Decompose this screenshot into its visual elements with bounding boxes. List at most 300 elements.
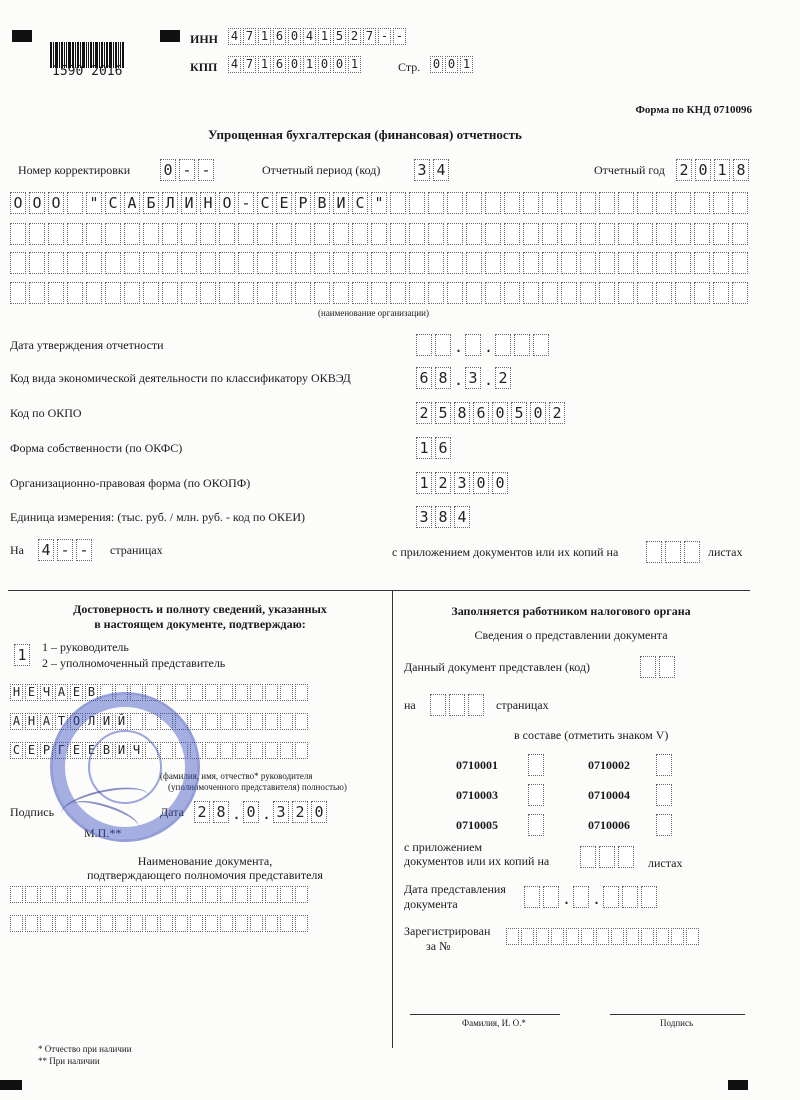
- input-cell[interactable]: 8: [435, 506, 451, 528]
- input-cell[interactable]: И: [100, 713, 113, 730]
- input-cell[interactable]: [10, 915, 23, 932]
- input-cell[interactable]: [533, 334, 549, 356]
- input-cell[interactable]: [86, 252, 102, 274]
- input-cell[interactable]: [732, 252, 748, 274]
- input-cell[interactable]: [70, 915, 83, 932]
- input-cell[interactable]: [100, 915, 113, 932]
- input-cell[interactable]: [40, 886, 53, 903]
- input-cell[interactable]: Е: [25, 684, 38, 701]
- input-cell[interactable]: [409, 282, 425, 304]
- input-cell[interactable]: [495, 334, 511, 356]
- checkbox-0710002[interactable]: [656, 754, 675, 776]
- input-cell[interactable]: [646, 541, 662, 563]
- input-cell[interactable]: И: [181, 192, 197, 214]
- input-cell[interactable]: -: [393, 28, 406, 45]
- input-cell[interactable]: 2: [676, 159, 692, 181]
- input-cell[interactable]: 0: [288, 28, 301, 45]
- input-cell[interactable]: [641, 886, 657, 908]
- input-cell[interactable]: [352, 223, 368, 245]
- input-cell[interactable]: [409, 223, 425, 245]
- period-cells[interactable]: [414, 159, 452, 181]
- input-cell[interactable]: -: [238, 192, 254, 214]
- input-cell[interactable]: [333, 282, 349, 304]
- input-cell[interactable]: 0: [318, 56, 331, 73]
- input-cell[interactable]: [618, 846, 634, 868]
- input-cell[interactable]: [295, 684, 308, 701]
- input-cell[interactable]: [190, 684, 203, 701]
- input-cell[interactable]: 8: [454, 402, 470, 424]
- input-cell[interactable]: Й: [115, 713, 128, 730]
- input-cell[interactable]: [561, 192, 577, 214]
- attachments-cells[interactable]: [646, 541, 703, 563]
- input-cell[interactable]: 5: [511, 402, 527, 424]
- input-cell[interactable]: 7: [363, 28, 376, 45]
- input-cell[interactable]: [200, 252, 216, 274]
- input-cell[interactable]: [599, 192, 615, 214]
- input-cell[interactable]: [86, 282, 102, 304]
- input-cell[interactable]: [219, 252, 235, 274]
- input-cell[interactable]: А: [40, 713, 53, 730]
- input-cell[interactable]: 5: [333, 28, 346, 45]
- input-cell[interactable]: 6: [273, 28, 286, 45]
- input-cell[interactable]: [656, 814, 672, 836]
- input-cell[interactable]: 1: [460, 56, 473, 73]
- input-cell[interactable]: [580, 846, 596, 868]
- input-cell[interactable]: [205, 713, 218, 730]
- input-cell[interactable]: [10, 252, 26, 274]
- input-cell[interactable]: 4: [228, 56, 241, 73]
- input-cell[interactable]: [160, 886, 173, 903]
- input-cell[interactable]: [542, 192, 558, 214]
- input-cell[interactable]: [713, 282, 729, 304]
- input-cell[interactable]: [143, 223, 159, 245]
- input-cell[interactable]: -: [57, 539, 73, 561]
- input-cell[interactable]: 0: [311, 801, 327, 823]
- input-cell[interactable]: [656, 223, 672, 245]
- input-cell[interactable]: [219, 282, 235, 304]
- input-cell[interactable]: А: [10, 713, 23, 730]
- input-cell[interactable]: И: [333, 192, 349, 214]
- input-cell[interactable]: [713, 192, 729, 214]
- input-cell[interactable]: 6: [416, 367, 432, 389]
- input-cell[interactable]: [543, 886, 559, 908]
- input-cell[interactable]: [561, 282, 577, 304]
- input-cell[interactable]: [160, 684, 173, 701]
- input-cell[interactable]: [371, 223, 387, 245]
- input-cell[interactable]: [514, 334, 530, 356]
- input-cell[interactable]: [618, 223, 634, 245]
- input-cell[interactable]: [250, 915, 263, 932]
- input-cell[interactable]: [466, 223, 482, 245]
- input-cell[interactable]: [143, 252, 159, 274]
- input-cell[interactable]: С: [257, 192, 273, 214]
- input-cell[interactable]: [566, 928, 579, 945]
- input-cell[interactable]: 6: [473, 402, 489, 424]
- input-cell[interactable]: [485, 252, 501, 274]
- input-cell[interactable]: [124, 252, 140, 274]
- input-cell[interactable]: [280, 915, 293, 932]
- input-cell[interactable]: 3: [414, 159, 430, 181]
- input-cell[interactable]: 1: [14, 644, 30, 666]
- input-cell[interactable]: [115, 886, 128, 903]
- input-cell[interactable]: [506, 928, 519, 945]
- input-cell[interactable]: 1: [416, 472, 432, 494]
- input-cell[interactable]: [250, 742, 263, 759]
- approval-date-cells[interactable]: [416, 334, 552, 356]
- input-cell[interactable]: 1: [318, 28, 331, 45]
- input-cell[interactable]: В: [85, 684, 98, 701]
- input-cell[interactable]: А: [55, 684, 68, 701]
- input-cell[interactable]: [25, 886, 38, 903]
- input-cell[interactable]: [85, 915, 98, 932]
- input-cell[interactable]: [580, 223, 596, 245]
- input-cell[interactable]: [599, 223, 615, 245]
- input-cell[interactable]: [333, 252, 349, 274]
- input-cell[interactable]: [637, 252, 653, 274]
- input-cell[interactable]: [115, 915, 128, 932]
- input-cell[interactable]: 3: [454, 472, 470, 494]
- input-cell[interactable]: 4: [454, 506, 470, 528]
- input-cell[interactable]: [143, 282, 159, 304]
- input-cell[interactable]: 6: [273, 56, 286, 73]
- input-cell[interactable]: [235, 684, 248, 701]
- input-cell[interactable]: [390, 282, 406, 304]
- input-cell[interactable]: 1: [714, 159, 730, 181]
- input-cell[interactable]: [675, 252, 691, 274]
- input-cell[interactable]: [542, 282, 558, 304]
- input-cell[interactable]: Б: [143, 192, 159, 214]
- input-cell[interactable]: [637, 282, 653, 304]
- input-cell[interactable]: [85, 886, 98, 903]
- input-cell[interactable]: [390, 252, 406, 274]
- input-cell[interactable]: 8: [733, 159, 749, 181]
- input-cell[interactable]: [732, 223, 748, 245]
- input-cell[interactable]: [542, 252, 558, 274]
- right-pages-cells[interactable]: [430, 694, 487, 716]
- input-cell[interactable]: 0: [333, 56, 346, 73]
- input-cell[interactable]: [235, 713, 248, 730]
- input-cell[interactable]: [257, 282, 273, 304]
- input-cell[interactable]: 0: [530, 402, 546, 424]
- input-cell[interactable]: 1: [416, 437, 432, 459]
- input-cell[interactable]: [67, 192, 83, 214]
- input-cell[interactable]: И: [115, 742, 128, 759]
- right-attach-cells[interactable]: [580, 846, 637, 868]
- input-cell[interactable]: Ч: [40, 684, 53, 701]
- input-cell[interactable]: [580, 252, 596, 274]
- input-cell[interactable]: [55, 886, 68, 903]
- input-cell[interactable]: [314, 282, 330, 304]
- input-cell[interactable]: [67, 223, 83, 245]
- input-cell[interactable]: [219, 223, 235, 245]
- input-cell[interactable]: [190, 713, 203, 730]
- input-cell[interactable]: [29, 252, 45, 274]
- input-cell[interactable]: [580, 192, 596, 214]
- input-cell[interactable]: [238, 223, 254, 245]
- input-cell[interactable]: 2: [292, 801, 308, 823]
- input-cell[interactable]: [713, 223, 729, 245]
- input-cell[interactable]: [656, 928, 669, 945]
- input-cell[interactable]: [200, 282, 216, 304]
- input-cell[interactable]: [485, 192, 501, 214]
- okved-cells[interactable]: [416, 367, 514, 389]
- input-cell[interactable]: [447, 282, 463, 304]
- input-cell[interactable]: [280, 742, 293, 759]
- input-cell[interactable]: [523, 252, 539, 274]
- input-cell[interactable]: [200, 223, 216, 245]
- input-cell[interactable]: [257, 252, 273, 274]
- input-cell[interactable]: 2: [194, 801, 210, 823]
- input-cell[interactable]: 4: [303, 28, 316, 45]
- input-cell[interactable]: -: [179, 159, 195, 181]
- input-cell[interactable]: [175, 886, 188, 903]
- input-cell[interactable]: [130, 915, 143, 932]
- input-cell[interactable]: [371, 252, 387, 274]
- input-cell[interactable]: Л: [85, 713, 98, 730]
- input-cell[interactable]: [145, 886, 158, 903]
- input-cell[interactable]: [596, 928, 609, 945]
- input-cell[interactable]: 4: [433, 159, 449, 181]
- input-cell[interactable]: [686, 928, 699, 945]
- input-cell[interactable]: [70, 886, 83, 903]
- input-cell[interactable]: [67, 252, 83, 274]
- input-cell[interactable]: [220, 742, 233, 759]
- input-cell[interactable]: 2: [435, 472, 451, 494]
- input-cell[interactable]: [416, 334, 432, 356]
- input-cell[interactable]: [656, 754, 672, 776]
- input-cell[interactable]: [466, 252, 482, 274]
- input-cell[interactable]: [580, 282, 596, 304]
- input-cell[interactable]: [671, 928, 684, 945]
- input-cell[interactable]: [542, 223, 558, 245]
- input-cell[interactable]: 0: [445, 56, 458, 73]
- input-cell[interactable]: С: [105, 192, 121, 214]
- input-cell[interactable]: [640, 656, 656, 678]
- checkbox-0710003[interactable]: [528, 784, 547, 806]
- input-cell[interactable]: [447, 192, 463, 214]
- input-cell[interactable]: [675, 223, 691, 245]
- input-cell[interactable]: В: [314, 192, 330, 214]
- input-cell[interactable]: 6: [435, 437, 451, 459]
- input-cell[interactable]: О: [219, 192, 235, 214]
- input-cell[interactable]: [162, 223, 178, 245]
- input-cell[interactable]: [428, 252, 444, 274]
- input-cell[interactable]: [504, 192, 520, 214]
- kpp-cells[interactable]: [228, 56, 363, 73]
- input-cell[interactable]: 0: [473, 472, 489, 494]
- org-name-row-3[interactable]: [10, 252, 751, 274]
- input-cell[interactable]: [295, 223, 311, 245]
- org-name-row-4[interactable]: [10, 282, 751, 304]
- input-cell[interactable]: [10, 886, 23, 903]
- input-cell[interactable]: [637, 192, 653, 214]
- input-cell[interactable]: [603, 886, 619, 908]
- input-cell[interactable]: 3: [416, 506, 432, 528]
- input-cell[interactable]: [528, 784, 544, 806]
- input-cell[interactable]: Е: [85, 742, 98, 759]
- input-cell[interactable]: [48, 223, 64, 245]
- input-cell[interactable]: [40, 915, 53, 932]
- input-cell[interactable]: [190, 886, 203, 903]
- input-cell[interactable]: [25, 915, 38, 932]
- input-cell[interactable]: [428, 282, 444, 304]
- input-cell[interactable]: [265, 713, 278, 730]
- input-cell[interactable]: 8: [435, 367, 451, 389]
- sign-date-cells[interactable]: [194, 801, 330, 823]
- input-cell[interactable]: [314, 252, 330, 274]
- input-cell[interactable]: [536, 928, 549, 945]
- input-cell[interactable]: Т: [55, 713, 68, 730]
- okopf-cells[interactable]: [416, 472, 511, 494]
- input-cell[interactable]: [524, 886, 540, 908]
- input-cell[interactable]: Н: [200, 192, 216, 214]
- pages-cells[interactable]: [38, 539, 95, 561]
- submission-date-cells[interactable]: [524, 886, 660, 908]
- input-cell[interactable]: С: [10, 742, 23, 759]
- input-cell[interactable]: [371, 282, 387, 304]
- input-cell[interactable]: [276, 252, 292, 274]
- input-cell[interactable]: [390, 192, 406, 214]
- input-cell[interactable]: [656, 252, 672, 274]
- input-cell[interactable]: [280, 886, 293, 903]
- registered-number-cells[interactable]: [506, 928, 701, 945]
- org-name-row-1[interactable]: [10, 192, 751, 214]
- input-cell[interactable]: [694, 282, 710, 304]
- input-cell[interactable]: [295, 282, 311, 304]
- input-cell[interactable]: 0: [430, 56, 443, 73]
- input-cell[interactable]: [265, 742, 278, 759]
- surname-cells[interactable]: [10, 684, 310, 701]
- input-cell[interactable]: [409, 252, 425, 274]
- input-cell[interactable]: -: [378, 28, 391, 45]
- input-cell[interactable]: [10, 282, 26, 304]
- doc-name-row-2[interactable]: [10, 915, 310, 932]
- input-cell[interactable]: [528, 814, 544, 836]
- input-cell[interactable]: [238, 252, 254, 274]
- input-cell[interactable]: [175, 684, 188, 701]
- input-cell[interactable]: [205, 684, 218, 701]
- input-cell[interactable]: 1: [258, 56, 271, 73]
- input-cell[interactable]: Л: [162, 192, 178, 214]
- input-cell[interactable]: [352, 282, 368, 304]
- correction-cells[interactable]: [160, 159, 217, 181]
- input-cell[interactable]: [280, 684, 293, 701]
- input-cell[interactable]: Г: [55, 742, 68, 759]
- input-cell[interactable]: 1: [258, 28, 271, 45]
- input-cell[interactable]: [409, 192, 425, 214]
- input-cell[interactable]: [504, 223, 520, 245]
- input-cell[interactable]: [48, 282, 64, 304]
- input-cell[interactable]: [190, 915, 203, 932]
- input-cell[interactable]: [67, 282, 83, 304]
- input-cell[interactable]: [295, 713, 308, 730]
- input-cell[interactable]: [86, 223, 102, 245]
- input-cell[interactable]: Н: [10, 684, 23, 701]
- input-cell[interactable]: [105, 282, 121, 304]
- input-cell[interactable]: [295, 886, 308, 903]
- input-cell[interactable]: [276, 223, 292, 245]
- input-cell[interactable]: 1: [348, 56, 361, 73]
- input-cell[interactable]: [235, 915, 248, 932]
- input-cell[interactable]: [435, 334, 451, 356]
- input-cell[interactable]: [124, 282, 140, 304]
- input-cell[interactable]: [238, 282, 254, 304]
- input-cell[interactable]: 4: [38, 539, 54, 561]
- input-cell[interactable]: 1: [303, 56, 316, 73]
- inn-cells[interactable]: [228, 28, 408, 45]
- input-cell[interactable]: О: [70, 713, 83, 730]
- input-cell[interactable]: [599, 282, 615, 304]
- input-cell[interactable]: 4: [228, 28, 241, 45]
- input-cell[interactable]: 0: [288, 56, 301, 73]
- page-cells[interactable]: [430, 56, 475, 73]
- input-cell[interactable]: [694, 192, 710, 214]
- input-cell[interactable]: Е: [70, 742, 83, 759]
- input-cell[interactable]: [295, 915, 308, 932]
- input-cell[interactable]: [641, 928, 654, 945]
- input-cell[interactable]: [29, 223, 45, 245]
- input-cell[interactable]: [181, 223, 197, 245]
- input-cell[interactable]: [295, 742, 308, 759]
- input-cell[interactable]: [523, 282, 539, 304]
- input-cell[interactable]: 7: [243, 28, 256, 45]
- input-cell[interactable]: [428, 192, 444, 214]
- input-cell[interactable]: [390, 223, 406, 245]
- input-cell[interactable]: [599, 846, 615, 868]
- input-cell[interactable]: [181, 282, 197, 304]
- input-cell[interactable]: 0: [695, 159, 711, 181]
- input-cell[interactable]: -: [198, 159, 214, 181]
- input-cell[interactable]: О: [29, 192, 45, 214]
- input-cell[interactable]: Р: [40, 742, 53, 759]
- input-cell[interactable]: [265, 886, 278, 903]
- okpo-cells[interactable]: [416, 402, 568, 424]
- input-cell[interactable]: [265, 684, 278, 701]
- input-cell[interactable]: 3: [273, 801, 289, 823]
- input-cell[interactable]: [314, 223, 330, 245]
- doc-name-row-1[interactable]: [10, 886, 310, 903]
- input-cell[interactable]: [160, 915, 173, 932]
- input-cell[interactable]: [618, 252, 634, 274]
- input-cell[interactable]: 5: [435, 402, 451, 424]
- input-cell[interactable]: [100, 886, 113, 903]
- input-cell[interactable]: [504, 282, 520, 304]
- input-cell[interactable]: [626, 928, 639, 945]
- input-cell[interactable]: 7: [243, 56, 256, 73]
- input-cell[interactable]: [732, 282, 748, 304]
- okei-cells[interactable]: [416, 506, 473, 528]
- input-cell[interactable]: 8: [213, 801, 229, 823]
- input-cell[interactable]: 0: [243, 801, 259, 823]
- input-cell[interactable]: 0: [492, 472, 508, 494]
- input-cell[interactable]: [468, 694, 484, 716]
- input-cell[interactable]: [280, 713, 293, 730]
- input-cell[interactable]: 0: [160, 159, 176, 181]
- input-cell[interactable]: [105, 252, 121, 274]
- input-cell[interactable]: [694, 223, 710, 245]
- input-cell[interactable]: [48, 252, 64, 274]
- input-cell[interactable]: [622, 886, 638, 908]
- submitted-code-cells[interactable]: [640, 656, 678, 678]
- checkbox-0710005[interactable]: [528, 814, 547, 836]
- input-cell[interactable]: [713, 252, 729, 274]
- input-cell[interactable]: [447, 252, 463, 274]
- input-cell[interactable]: А: [124, 192, 140, 214]
- input-cell[interactable]: [428, 223, 444, 245]
- input-cell[interactable]: [523, 223, 539, 245]
- input-cell[interactable]: [561, 223, 577, 245]
- input-cell[interactable]: [466, 282, 482, 304]
